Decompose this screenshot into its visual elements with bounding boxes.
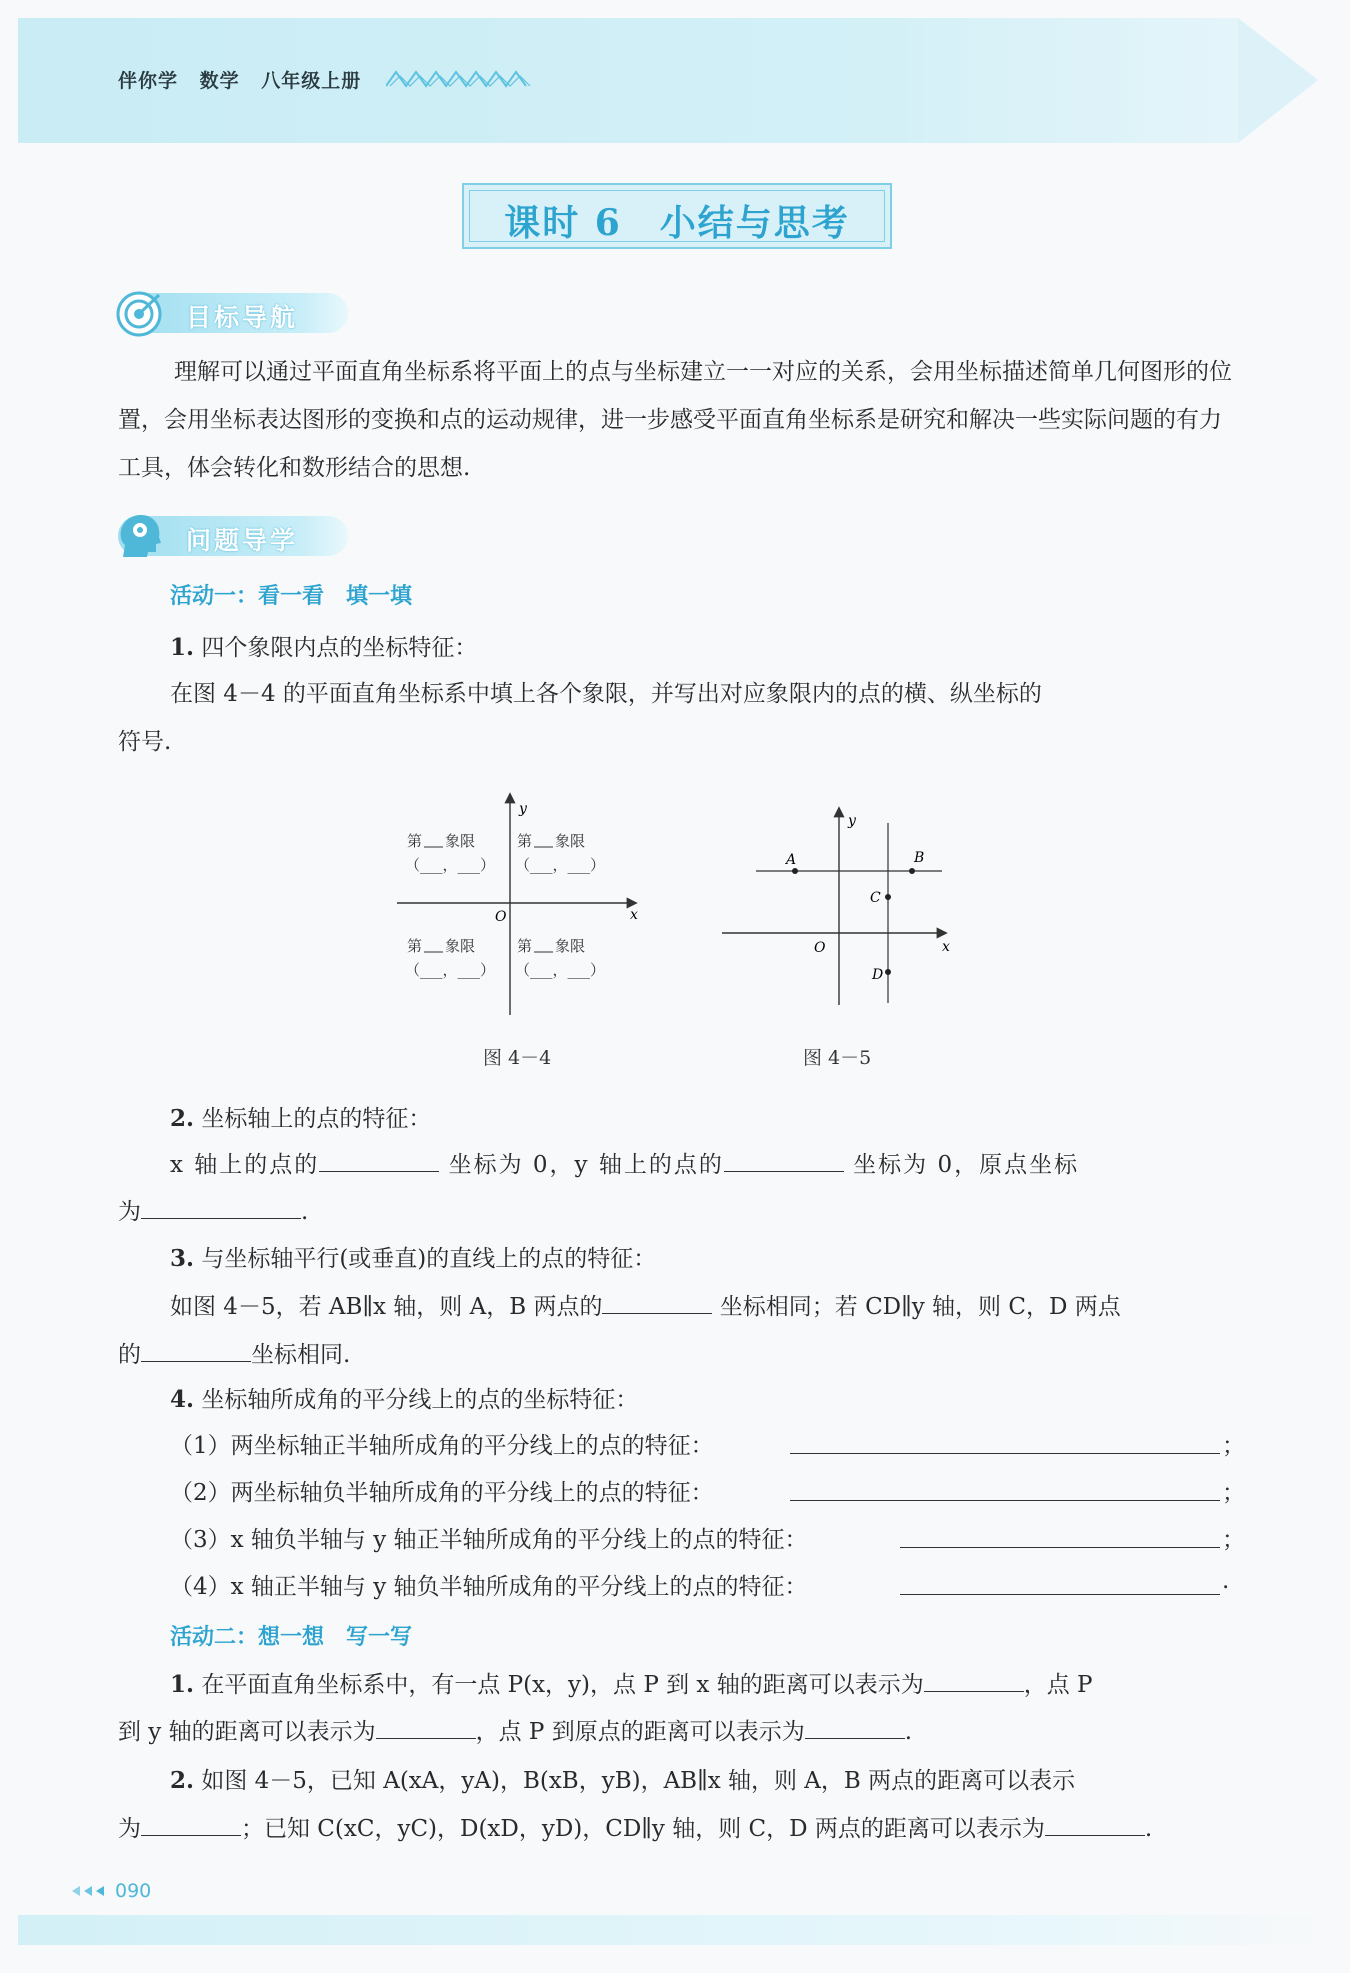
q3-text-a: 如图 4－5，若 AB∥x 轴，则 A，B 两点的 (170, 1294, 603, 1320)
point-a-label: A (786, 852, 797, 868)
point-c-label: C (870, 890, 881, 906)
origin-label: O (814, 940, 826, 956)
a1-q1-body-line2: 符号. (118, 729, 172, 755)
q2-blank-2[interactable] (724, 1149, 844, 1172)
a2-q2-line1 (170, 1762, 1075, 1795)
q4-heading (170, 1381, 638, 1414)
q4-item-2 (170, 1474, 1245, 1507)
a1-q1-title: 四个象限内点的坐标特征： (201, 635, 478, 661)
y-axis-label: y (848, 813, 856, 829)
a1-q1-body-line1: 在图 4－4 的平面直角坐标系中填上各个象限，并写出对应象限内的点的横、纵坐标的 (170, 681, 1042, 707)
point-b-label: B (914, 850, 925, 866)
activity1-title: 活动一：看一看 填一填 (170, 584, 413, 609)
q4-signs: （___，___） (515, 961, 606, 979)
q2-heading (170, 1100, 431, 1133)
a2-q2-blank-1[interactable] (141, 1813, 241, 1836)
a2-q1-blank-1[interactable] (924, 1669, 1024, 1692)
q4-item-3 (170, 1521, 1245, 1554)
q1-quadrant: 象限 (555, 832, 586, 850)
q4-blank-3[interactable] (900, 1525, 1220, 1548)
figure-4-4-caption: 图 4－4 (483, 1047, 552, 1069)
a2-q2-text-a: 如图 4－5，已知 A(xA，yA)，B(xB，yB)，AB∥x 轴，则 A，B 两点的距离可以表示 (201, 1768, 1076, 1794)
q2-blank-1[interactable] (319, 1149, 439, 1172)
a2-q2-number: 2. (170, 1767, 195, 1794)
q2-period: . (301, 1199, 309, 1225)
q3-signs: （___，___） (405, 961, 496, 979)
quadrant-4-label (515, 937, 605, 979)
q4-item-1-end: ； (1222, 1433, 1245, 1459)
header-running-title (118, 66, 375, 93)
lesson-title: 课时 6 小结与思考 (504, 202, 850, 244)
figure-4-5 (720, 805, 965, 1010)
point-d-label: D (872, 967, 884, 983)
y-axis-label: y (519, 801, 527, 817)
q3-heading (170, 1240, 656, 1273)
q4-item-3-text: （3）x 轴负半轴与 y 轴正半轴所成角的平分线上的点的特征： (170, 1527, 808, 1553)
q4-item-2-text: （2）两坐标轴负半轴所成角的平分线上的点的特征： (170, 1480, 714, 1506)
q2-text-c: 坐标为 0，原点坐标 (853, 1152, 1080, 1178)
a2-q1-text-c: 到 y 轴的距离可以表示为 (118, 1719, 376, 1745)
q2-line2 (118, 1193, 308, 1226)
a2-q2-text-b: 为 (118, 1816, 141, 1842)
q4-first: 第 (517, 937, 533, 955)
head-gear-icon (115, 511, 165, 563)
q2-first: 第 (407, 832, 423, 850)
q1-first: 第 (517, 832, 533, 850)
guide-section-title: 问题导学 (186, 526, 299, 555)
q4-blank-2[interactable] (790, 1478, 1220, 1501)
q2-text-d: 为 (118, 1199, 141, 1225)
quadrant-3-label (405, 937, 495, 979)
header-grade: 八年级上册 (261, 70, 362, 92)
header-zigzag-decoration (386, 68, 536, 88)
a2-q1-text-b: ，点 P (1023, 1672, 1093, 1698)
header-series: 伴你学 (118, 70, 179, 92)
q3-quadrant: 象限 (445, 937, 476, 955)
quadrant-1-label (515, 832, 605, 874)
x-axis-label: x (630, 907, 638, 923)
a2-q2-text-c: ；已知 C(xC，yC)，D(xD，yD)，CD∥y 轴，则 C，D 两点的距离可以表示为 (241, 1816, 1045, 1842)
origin-label: O (495, 909, 507, 925)
q2-blank-3[interactable] (141, 1196, 301, 1219)
a2-q2-line2 (118, 1810, 1152, 1843)
activity2-title: 活动二：想一想 写一写 (170, 1625, 413, 1650)
q4-title: 坐标轴所成角的平分线上的点的坐标特征： (201, 1387, 639, 1413)
goal-section-title: 目标导航 (186, 303, 299, 332)
a1-q1-number: 1. (170, 634, 195, 661)
q2-text-b: 坐标为 0，y 轴上的点的 (448, 1152, 724, 1178)
figure-4-5-caption: 图 4－5 (803, 1047, 872, 1069)
q2-quadrant: 象限 (445, 832, 476, 850)
q3-text-d: 坐标相同. (251, 1342, 351, 1368)
footer-band (18, 1915, 1318, 1945)
q3-number: 3. (170, 1245, 195, 1272)
goal-paragraph: 理解可以通过平面直角坐标系将平面上的点与坐标建立一一对应的关系，会用坐标描述简单几何图形的位置，会用坐标表达图形的变换和点的运动规律，进一步感受平面直角坐标系是研究和解决一些实际问题的有力工具，体会转化和数形结合的思想. (118, 359, 1232, 481)
a2-q1-period: . (904, 1719, 913, 1745)
header-subject: 数学 (199, 70, 240, 92)
q4-item-1-text: （1）两坐标轴正半轴所成角的平分线上的点的特征： (170, 1433, 714, 1459)
point-d (885, 969, 891, 975)
q3-first: 第 (407, 937, 423, 955)
page-arrows-decoration (60, 1884, 110, 1898)
a2-q2-blank-2[interactable] (1045, 1813, 1145, 1836)
a2-q1-blank-2[interactable] (376, 1716, 476, 1739)
page-number: 090 (115, 1880, 152, 1902)
lesson-title-box (462, 183, 892, 249)
quadrant-2-label (405, 832, 495, 874)
q4-blank-4[interactable] (900, 1572, 1220, 1595)
q3-line1 (170, 1288, 1121, 1321)
figure-4-4 (395, 790, 655, 1020)
point-c (885, 894, 891, 900)
header-arrow-decoration (1238, 18, 1318, 143)
q4-item-3-end: ； (1222, 1527, 1245, 1553)
q3-blank-1[interactable] (602, 1291, 712, 1314)
point-b (909, 868, 915, 874)
q4-item-4-text: （4）x 轴正半轴与 y 轴负半轴所成角的平分线上的点的特征： (170, 1574, 808, 1600)
point-a (792, 868, 798, 874)
q3-blank-2[interactable] (141, 1339, 251, 1362)
q4-item-4 (170, 1568, 1235, 1601)
a2-q1-line1 (170, 1666, 1093, 1699)
x-axis-label: x (942, 939, 950, 955)
target-icon (115, 289, 165, 339)
q4-item-1 (170, 1427, 1245, 1460)
q2-title: 坐标轴上的点的特征： (201, 1106, 432, 1132)
q4-quadrant: 象限 (555, 937, 586, 955)
q4-item-2-end: ； (1222, 1480, 1245, 1506)
q3-text-b: 坐标相同；若 CD∥y 轴，则 C，D 两点 (719, 1294, 1121, 1320)
a2-q1-text-a: 在平面直角坐标系中，有一点 P(x，y)，点 P 到 x 轴的距离可以表示为 (201, 1672, 924, 1698)
q4-blank-1[interactable] (790, 1431, 1220, 1454)
q3-line2 (118, 1336, 350, 1369)
q2-text-a: x 轴上的点的 (170, 1152, 320, 1178)
a1-q1-heading (170, 629, 477, 662)
q1-signs: （___，___） (515, 856, 606, 874)
q3-title: 与坐标轴平行(或垂直)的直线上的点的特征： (201, 1246, 657, 1272)
a2-q1-line2 (118, 1713, 912, 1746)
q4-item-4-end: . (1222, 1568, 1230, 1594)
a2-q2-period: . (1144, 1816, 1153, 1842)
q2-number: 2. (170, 1105, 195, 1132)
q3-text-c: 的 (118, 1342, 141, 1368)
q2-line1 (170, 1146, 1079, 1179)
a2-q1-number: 1. (170, 1671, 195, 1698)
q4-number: 4. (170, 1386, 195, 1413)
a2-q1-text-d: ，点 P 到原点的距离可以表示为 (475, 1719, 805, 1745)
q2-signs: （___，___） (405, 856, 496, 874)
a2-q1-blank-3[interactable] (805, 1716, 905, 1739)
